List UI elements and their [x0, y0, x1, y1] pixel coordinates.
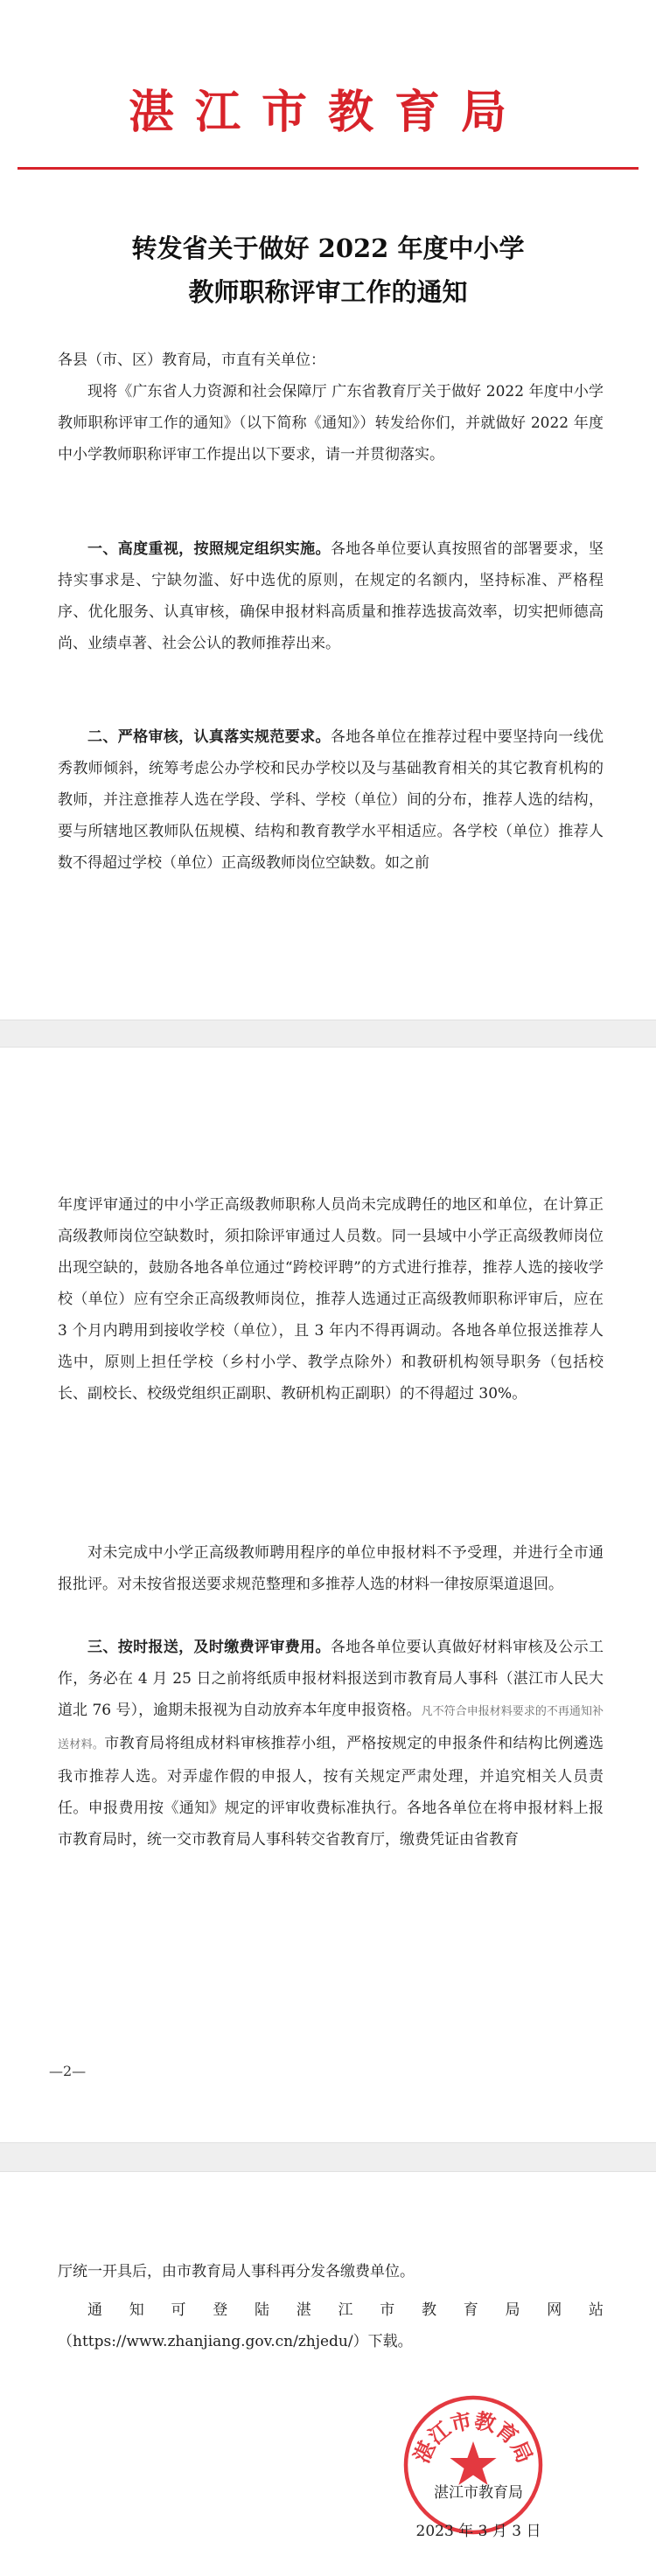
intro-paragraph: 现将《广东省人力资源和社会保障厅 广东省教育厅关于做好 2022 年度中小学教师职称评审工作的通知》（以下简称《通知》）转发给你们，并就做好 2022 年度中小学教师职称评审工作提出以下要求，请一并贯彻落实。: [58, 383, 604, 463]
notice-char: 育: [463, 2301, 478, 2319]
official-seal: [401, 2392, 546, 2538]
notice-char: 网: [547, 2301, 562, 2319]
page-gap-edge: [0, 2142, 656, 2143]
notice-char: 通: [87, 2301, 102, 2319]
website-notice-line2: （https://www.zhanjiang.gov.cn/zhjedu/）下载。: [58, 2333, 413, 2350]
section3-sticker-note: 凡不符合申报材料要求的不再通知补送材料。: [58, 1705, 604, 1751]
seal-arc-text: 湛江市教育局: [408, 2407, 538, 2468]
section1-body: 各地各单位要认真按照省的部署要求，坚持实事求是、宁缺勿滥、好中选优的原则，在规定的名额内，坚持标准、严格程序、优化服务、认真审核，确保申报材料高质量和推荐选拔高效率，切实把师德高尚、业绩卓著、社会公认的教师推荐出来。: [58, 540, 604, 652]
section3-body-part1: 各地各单位要认真做好材料审核及公示工作，务必在 4 月 25 日之前将纸质申报材料报送到市教育局人事科（湛江市人民大道北 76 号），逾期未报视为自动放弃本年度申报资格。: [58, 1639, 604, 1719]
notice-char: 陆: [255, 2301, 269, 2319]
page-gap: [0, 1020, 656, 1048]
notice-char: 可: [171, 2301, 186, 2319]
section2-continued: 年度评审通过的中小学正高级教师职称人员尚未完成聘任的地区和单位，在计算正高级教师岗位空缺数时，须扣除评审通过人员数。同一县域中小学正高级教师岗位出现空缺的，鼓励各地各单位通过“跨校评聘”的方式进行推荐，推荐人选的接收学校（单位）应有空余正高级教师岗位，推荐人选通过正高级教师职称评审后，应在 3 个月内聘用到接收学校（单位），且 3 年内不得再调动。各地各单位报送推荐人选中，原则上担任学校（乡村小学、教学点除外）和教研机构领导职务（包括校长、副校长、校级党组织正副职、教研机构正副职）的不得超过 30%。: [58, 1196, 604, 1403]
notice-char: 登: [213, 2301, 228, 2319]
website-notice-line1: [58, 2294, 604, 2326]
notice-char: 江: [338, 2301, 353, 2319]
seal-star-icon: [450, 2441, 496, 2485]
notice-char: 湛: [296, 2301, 311, 2319]
notice-char: 局: [505, 2301, 520, 2319]
letterhead-title: 湛江市教育局: [128, 87, 527, 139]
section3-paragraph: [58, 1632, 604, 1855]
notice-char: 知: [129, 2301, 144, 2319]
section2-paragraph: [58, 721, 604, 879]
page-number: —2—: [49, 2063, 87, 2079]
page-gap: [0, 2142, 656, 2172]
section2-heading: 二、严格审核，认真落实规范要求。: [87, 728, 331, 746]
section2-body: 各地各单位在推荐过程中要坚持向一线优秀教师倾斜，统筹考虑公办学校和民办学校以及与基础教育相关的其它教育机构的教师，并注意推荐人选在学段、学科、学校（单位）间的分布，推荐人选的结构，要与所辖地区教师队伍规模、结构和教育教学水平相适应。各学校（单位）推荐人数不得超过学校（单位）正高级教师岗位空缺数。如之前: [58, 728, 604, 872]
section2-paragraph2: 对未完成中小学正高级教师聘用程序的单位申报材料不予受理，并进行全市通报批评。对未按省报送要求规范整理和多推荐人选的材料一律按原渠道退回。: [58, 1544, 604, 1593]
doc-title-line1: 转发省关于做好 2022 年度中小学: [131, 233, 525, 263]
notice-char: 站: [589, 2301, 604, 2319]
section3-heading: 三、按时报送，及时缴费评审费用。: [87, 1639, 331, 1656]
notice-char: 市: [380, 2301, 395, 2319]
section3-body-part2: 市教育局将组成材料审核推荐小组，严格按规定的申报条件和结构比例遴选我市推荐人选。对弄虚作假的申报人，按有关规定严肃处理，并追究相关人员责任。申报费用按《通知》规定的评审收费标准执行。各地各单位在将申报材料上报市教育局时，统一交市教育局人事科转交省教育厅，缴费凭证由省教育: [58, 1735, 604, 1848]
section1-heading: 一、高度重视，按照规定组织实施。: [87, 540, 331, 558]
section3-continued: 厅统一开具后，由市教育局人事科再分发各缴费单位。: [58, 2263, 415, 2280]
salutation: 各县（市、区）教育局，市直有关单位：: [58, 352, 325, 369]
website-notice: [58, 2294, 604, 2357]
doc-title-line2: 教师职称评审工作的通知: [188, 277, 468, 307]
section1-paragraph: [58, 533, 604, 659]
signature-organization: 湛江市教育局: [434, 2484, 523, 2502]
signature-date: 2023 年 3 月 3 日: [415, 2523, 541, 2540]
letterhead-red-rule: [17, 167, 639, 170]
notice-char: 教: [422, 2301, 436, 2319]
